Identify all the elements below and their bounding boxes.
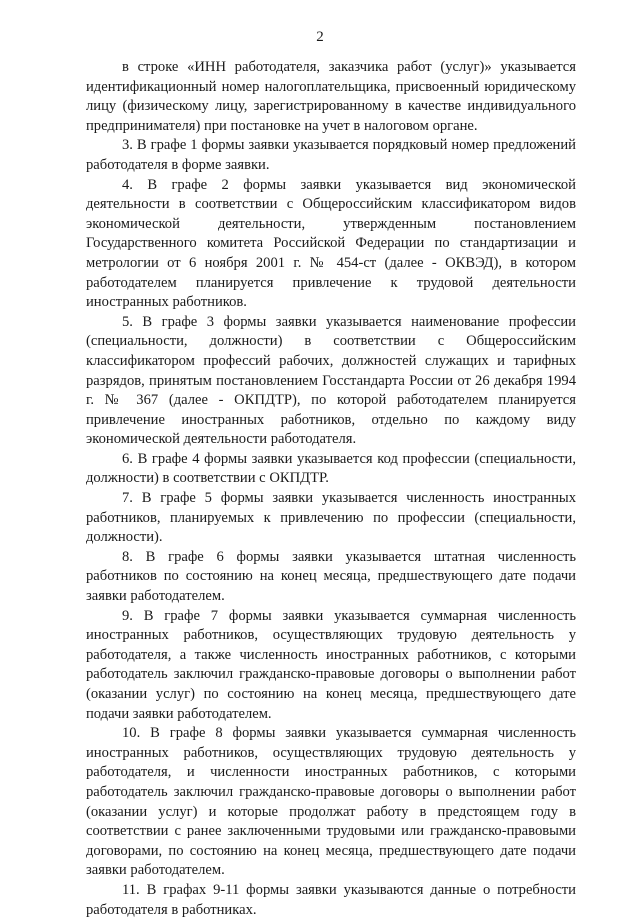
- paragraph-7: 7. В графе 5 формы заявки указывается численность иностранных работников, планируемых к привлечению по профессии (специальности, должности).: [86, 490, 576, 546]
- paragraph-8: 8. В графе 6 формы заявки указывается штатная численность работников по состоянию на конец месяца, предшествующего дате подачи заявки работодателем.: [86, 548, 576, 605]
- paragraph-5: 5. В графе 3 формы заявки указывается наименование профессии (специальности, должности) в соответствии с Общероссийским классификатором профессий рабочих, должностей служащих и тарифных разрядов, принятым постановлением Госстандарта России от 26 декабря 1994 г. № 367 (далее - ОКПДТР), по которой работодателем планируется привлечение иностранных работников, отдельно по каждому виду экономической деятельности работодателя.: [86, 313, 576, 448]
- paragraph-6: 6. В графе 4 формы заявки указывается код профессии (специальности, должности) в соответствии с ОКПДТР.: [86, 450, 576, 487]
- paragraph-3: 3. В графе 1 формы заявки указывается порядковый номер предложений работодателя в форме заявки.: [86, 137, 576, 173]
- paragraph-inn-line: в строке «ИНН работодателя, заказчика работ (услуг)» указывается идентификационный номер налогоплательщика, присвоенный юридическому лицу (физическому лицу, зарегистрированному в качестве индивидуального предпринимателя) при постановке на учет в налоговом органе.: [86, 59, 576, 134]
- paragraph-11: 11. В графах 9-11 формы заявки указываются данные о потребности работодателя в работниках.: [86, 881, 576, 918]
- paragraph-10: 10. В графе 8 формы заявки указывается суммарная численность иностранных работников, осуществляющих трудовую деятельность у работодателя, и численности иностранных работников, с которыми работодатель заключил гражданско-правовые договоры о выполнении работ (оказании услуг) и которые продолжат работу в предстоящем году в соответствии с ранее заключенными трудовыми или гражданско-правовыми договорами, по состоянию на конец месяца, предшествующего дате подачи заявки работодателем.: [86, 725, 576, 879]
- paragraph-4: 4. В графе 2 формы заявки указывается вид экономической деятельности в соответствии с Общероссийским классификатором видов экономической деятельности, утвержденным постановлением Государственного комитета Российской Федерации по стандартизации и метрологии от 6 ноября 2001 г. № 454-ст (далее - ОКВЭД), в котором работодателем планируется привлечение к трудовой деятельности иностранных работников.: [86, 176, 576, 311]
- page-number: 2: [316, 29, 324, 45]
- paragraph-9: 9. В графе 7 формы заявки указывается суммарная численность иностранных работников, осуществляющих трудовую деятельность у работодателя, а также численность иностранных работников, с которыми работодатель заключил гражданско-правовые договоры о выполнении работ (оказании услуг) по состоянию на конец месяца, предшествующего дате подачи заявки работодателем.: [86, 607, 576, 722]
- document-body: [86, 58, 576, 920]
